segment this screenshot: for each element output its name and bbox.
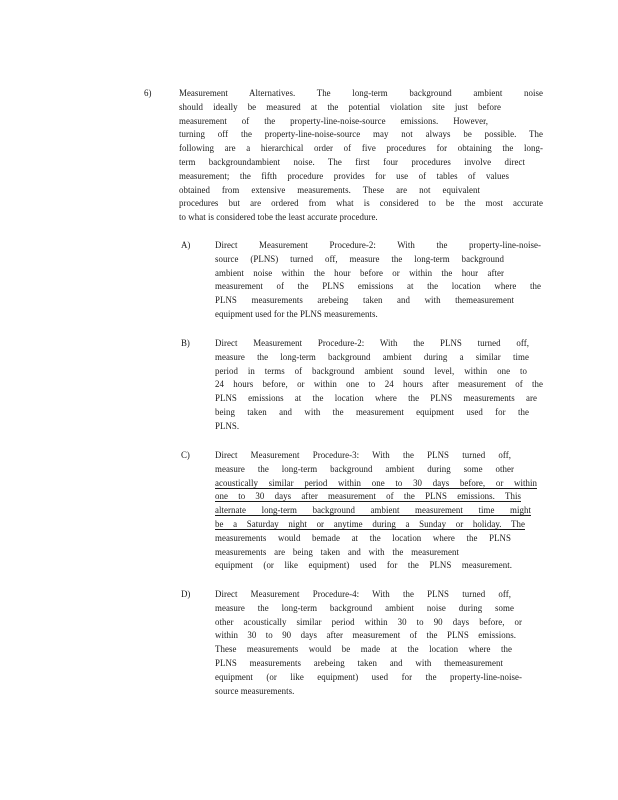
d-line: other acoustically similar period within 30 to 90 days before, or — [215, 616, 522, 627]
b-line: Direct Measurement Procedure-2: With the PLNS turned off, — [215, 338, 529, 348]
item-c-body — [215, 449, 541, 573]
c-line-underlined: acoustically similar period within one to 30 days before, or within — [215, 477, 537, 488]
c-line: measurements are being taken and with the measurement — [215, 546, 459, 557]
item-d-body — [215, 588, 541, 698]
d-line: measure the long-term background ambient noise during some — [215, 602, 514, 613]
d-line: source measurements. — [215, 685, 295, 696]
c-line-underlined: one to 30 days after measurement of the PLNS emissions. This — [215, 491, 521, 502]
item-c-letter: C) — [181, 450, 190, 460]
b-line: PLNS. — [215, 420, 240, 431]
item-a-letter: A) — [181, 240, 191, 250]
a-line: equipment used for the PLNS measurements. — [215, 308, 378, 319]
c-line-underlined: be a Saturday night or anytime during a Sunday or holiday. The — [215, 518, 525, 529]
item-b-letter: B) — [181, 338, 190, 348]
s6-line: procedures but are ordered from what is considered to be the most accurate — [179, 198, 543, 209]
a-line: PLNS measurements arebeing taken and with themeasurement — [215, 295, 514, 306]
s6-line: term backgroundambient noise. The first four procedures involve direct — [179, 156, 525, 167]
s6-line: measurement; the fifth procedure provides for use of tables of values — [179, 170, 509, 181]
c-line-underlined: alternate long-term background ambient measurement time might — [215, 505, 531, 516]
section-6-number: 6) — [144, 88, 152, 98]
c-line: Direct Measurement Procedure-3: With the PLNS turned off, — [215, 450, 511, 460]
d-line: within 30 to 90 days after measurement of the PLNS emissions. — [215, 630, 516, 641]
item-b-body — [215, 337, 543, 434]
section-6-body — [179, 87, 543, 225]
a-line: ambient noise within the hour before or within the hour after — [215, 267, 504, 278]
s6-line: obtained from extensive measurements. These are not equivalent — [179, 184, 480, 195]
b-line: measure the long-term background ambient during a similar time — [215, 351, 529, 362]
b-line: period in terms of background ambient sound level, within one to — [215, 365, 527, 376]
b-line: being taken and with the measurement equipment used for the — [215, 406, 529, 417]
b-line: 24 hours before, or within one to 24 hours after measurement of the — [215, 379, 543, 390]
item-a-body — [215, 239, 541, 322]
c-line: measure the long-term background ambient during some other — [215, 463, 514, 474]
item-d-letter: D) — [181, 589, 191, 599]
s6-line: should ideally be measured at the potential violation site just before — [179, 101, 501, 112]
s6-line: following are a hierarchical order of five procedures for obtaining the long- — [179, 143, 543, 154]
d-line: equipment (or like equipment) used for the property-line-noise- — [215, 671, 522, 682]
a-line: source (PLNS) turned off, measure the long-term background — [215, 253, 504, 264]
c-line: equipment (or like equipment) used for the PLNS measurement. — [215, 560, 512, 571]
s6-line: to what is considered tobe the least accurate procedure. — [179, 212, 378, 223]
d-line: These measurements would be made at the location where the — [215, 644, 512, 655]
d-line: PLNS measurements arebeing taken and with themeasurement — [215, 657, 503, 668]
a-line: Direct Measurement Procedure-2: With the property-line-noise- — [215, 240, 541, 250]
s6-line: turning off the property-line-noise-source may not always be possible. The — [179, 129, 543, 140]
d-line: Direct Measurement Procedure-4: With the PLNS turned off, — [215, 589, 511, 599]
b-line: PLNS emissions at the location where the PLNS measurements are — [215, 393, 537, 404]
a-line: measurement of the PLNS emissions at the location where the — [215, 281, 541, 292]
s6-line: measurement of the property-line-noise-source emissions. However, — [179, 115, 488, 126]
c-line: measurements would bemade at the location where the PLNS — [215, 532, 511, 543]
s6-line: Measurement Alternatives. The long-term background ambient noise — [179, 88, 543, 98]
